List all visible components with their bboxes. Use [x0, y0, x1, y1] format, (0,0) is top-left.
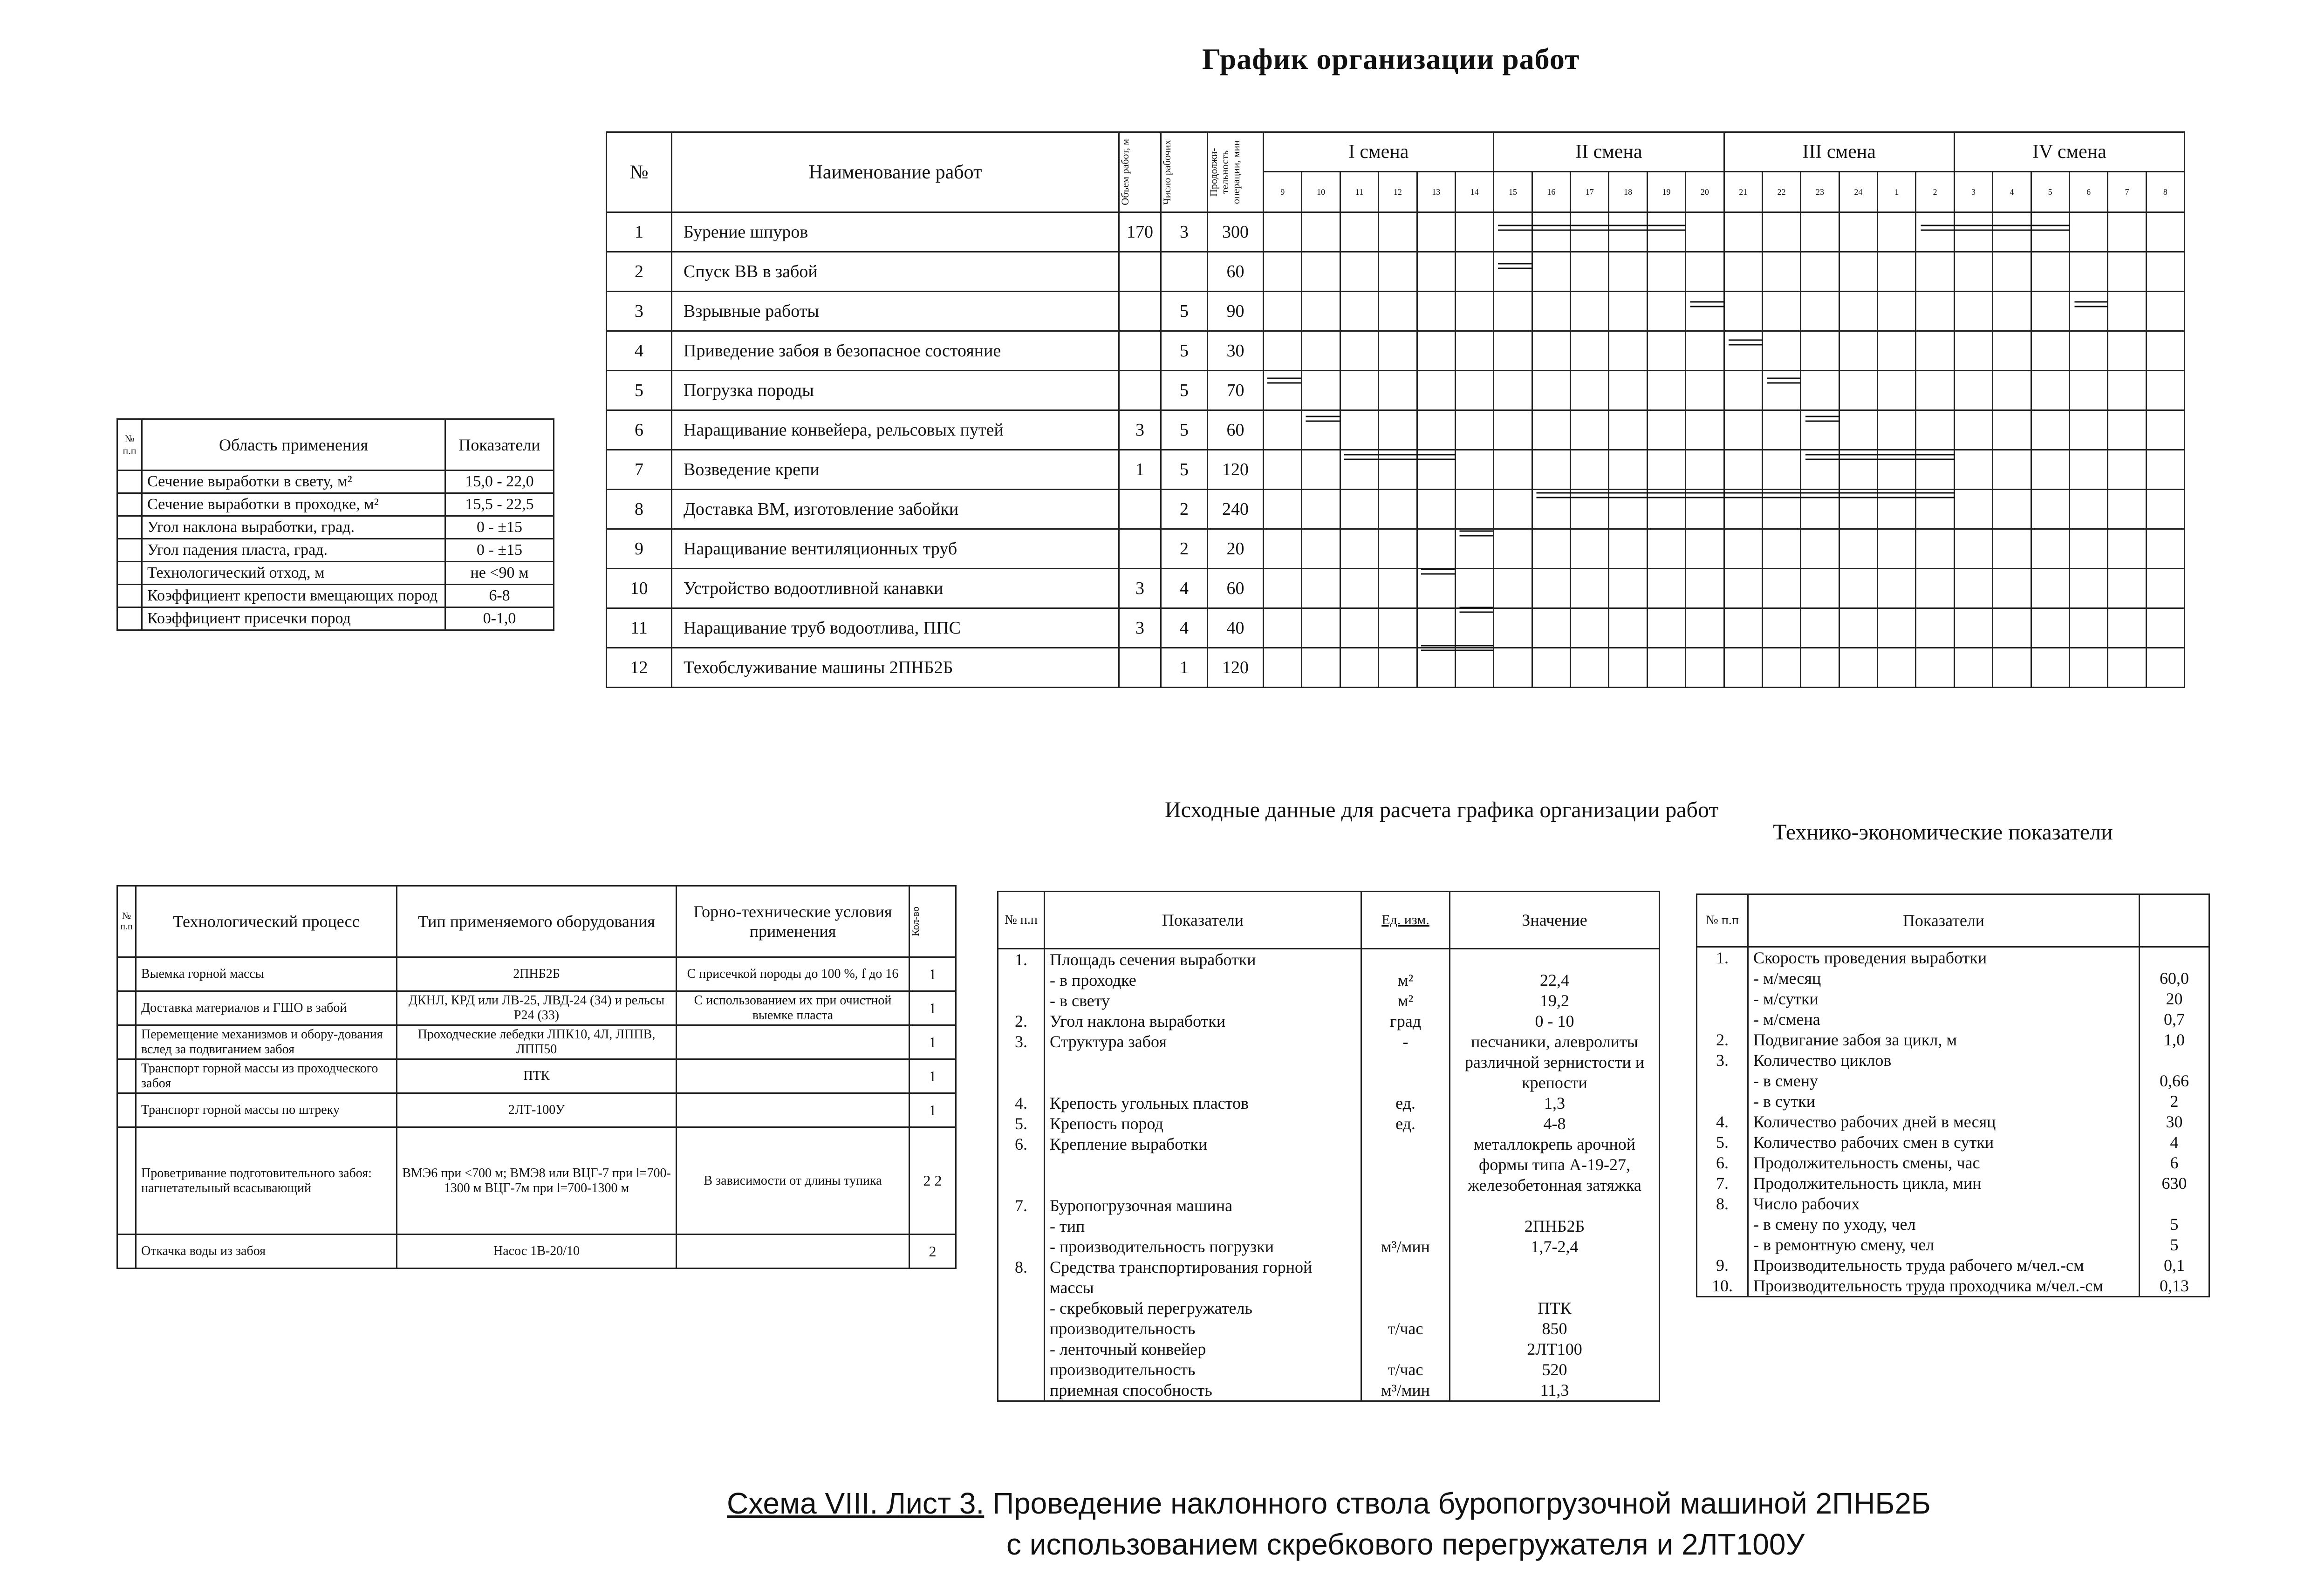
process-name: Откачка воды из забоя: [136, 1235, 397, 1269]
row-name: Наращивание конвейера, рельсовых путей: [672, 410, 1119, 450]
hour-14: 14: [1455, 172, 1493, 212]
tech-name: Количество рабочих смен в сутки: [1748, 1132, 2140, 1153]
tech-row: [1697, 947, 2209, 1030]
row-workers: 4: [1161, 608, 1208, 648]
tech-value: 0,66 2: [2140, 1050, 2209, 1112]
input-row: [998, 1257, 1660, 1401]
hour-4: 4: [1993, 172, 2031, 212]
tech-no: 1.: [1697, 947, 1748, 1030]
process-name: Доставка материалов и ГШО в забой: [136, 991, 397, 1025]
tech-name: Скорость проведения выработки - м/месяц - м/сутки - м/смена: [1748, 947, 2140, 1030]
hour-12: 12: [1379, 172, 1417, 212]
tech-row: [1697, 1153, 2209, 1173]
tech-no: 5.: [1697, 1132, 1748, 1153]
input-row: [998, 1011, 1660, 1031]
row-duration: 70: [1208, 371, 1264, 410]
row-workers: 1: [1161, 648, 1208, 688]
input-title: Исходные данные для расчета графика организации работ: [1165, 798, 1719, 822]
row-no: 6: [607, 410, 672, 450]
process-conditions: В зависимости от длины тупика: [677, 1127, 909, 1235]
row-name: Взрывные работы: [672, 292, 1119, 331]
row-duration: 90: [1208, 292, 1264, 331]
input-table: [997, 891, 1659, 1402]
process-row-marker: [117, 1127, 136, 1235]
input-name: Крепость пород: [1045, 1113, 1361, 1134]
row-duration: 20: [1208, 529, 1264, 569]
area-row-value: 15,0 - 22,0: [445, 471, 554, 493]
input-name: Крепость угольных пластов: [1045, 1093, 1361, 1113]
input-no: 4.: [998, 1093, 1045, 1113]
area-table: [116, 418, 554, 631]
row-no: 4: [607, 331, 672, 371]
row-duration: 60: [1208, 410, 1264, 450]
hour-13: 13: [1417, 172, 1455, 212]
proc-header-conditions: Горно-технические условия применения: [677, 886, 909, 957]
process-conditions: [677, 1059, 909, 1093]
tech-no: 3.: [1697, 1050, 1748, 1112]
input-row: [998, 1195, 1660, 1257]
area-row-marker: [117, 562, 142, 585]
input-unit: ед.: [1361, 1093, 1450, 1113]
process-row-marker: [117, 1025, 136, 1059]
tech-row: [1697, 1112, 2209, 1132]
row-no: 2: [607, 252, 672, 292]
process-row-marker: [117, 1059, 136, 1093]
input-value: 4-8: [1450, 1113, 1660, 1134]
hour-9: 9: [1264, 172, 1302, 212]
input-row: [998, 1031, 1660, 1093]
tech-row: [1697, 1050, 2209, 1112]
tech-no: 2.: [1697, 1030, 1748, 1050]
process-conditions: С использованием их при очистной выемке пласта: [677, 991, 909, 1025]
tech-name: Продолжительность смены, час: [1748, 1153, 2140, 1173]
footer-line1: [727, 1486, 1931, 1521]
hour-23: 23: [1801, 172, 1839, 212]
process-name: Перемещение механизмов и обору-дования вслед за подвиганием забоя: [136, 1025, 397, 1059]
input-unit: ед.: [1361, 1113, 1450, 1134]
area-row-name: Коэффициент крепости вмещающих пород: [142, 585, 445, 607]
process-qty: 1: [909, 957, 956, 991]
tech-row: [1697, 1173, 2209, 1194]
row-volume: [1119, 331, 1161, 371]
row-duration: 240: [1208, 490, 1264, 529]
tech-name: Количество циклов - в смену - в сутки: [1748, 1050, 2140, 1112]
area-row-name: Технологический отход, м: [142, 562, 445, 585]
shift-4: IV смена: [1954, 132, 2184, 172]
input-no: 3.: [998, 1031, 1045, 1093]
process-equipment: 2ПНБ2Б: [397, 957, 677, 991]
row-volume: [1119, 292, 1161, 331]
process-row: [117, 991, 956, 1025]
area-row-marker: [117, 516, 142, 539]
input-no: 6.: [998, 1134, 1045, 1195]
process-row: [117, 1025, 956, 1059]
input-value: песчаники, алевролиты различной зернистости и крепости: [1450, 1031, 1660, 1093]
tech-no: 6.: [1697, 1153, 1748, 1173]
sched-header-duration: Продолжи-тельность операции, мин: [1208, 140, 1242, 205]
tech-no: 9.: [1697, 1255, 1748, 1275]
area-row-name: Угол наклона выработки, град.: [142, 516, 445, 539]
row-no: 3: [607, 292, 672, 331]
row-duration: 30: [1208, 331, 1264, 371]
tech-value: 30: [2140, 1112, 2209, 1132]
area-row-marker: [117, 539, 142, 562]
row-workers: 2: [1161, 529, 1208, 569]
inp-header-name: Показатели: [1045, 892, 1361, 949]
input-value: металлокрепь арочной формы типа А-19-27, железобетонная затяжка: [1450, 1134, 1660, 1195]
row-no: 7: [607, 450, 672, 490]
hour-11: 11: [1340, 172, 1378, 212]
row-no: 11: [607, 608, 672, 648]
tech-row: [1697, 1275, 2209, 1297]
process-row-marker: [117, 1235, 136, 1269]
row-duration: 300: [1208, 212, 1264, 252]
input-unit: м² м²: [1361, 949, 1450, 1011]
row-workers: [1161, 252, 1208, 292]
row-workers: 2: [1161, 490, 1208, 529]
row-name: Приведение забоя в безопасное состояние: [672, 331, 1119, 371]
hour-16: 16: [1532, 172, 1570, 212]
tech-value: 5 5: [2140, 1194, 2209, 1255]
row-workers: 5: [1161, 292, 1208, 331]
tech-no: 8.: [1697, 1194, 1748, 1255]
gantt-bars: [1263, 131, 2185, 686]
tech-no: 10.: [1697, 1275, 1748, 1297]
tech-no: 7.: [1697, 1173, 1748, 1194]
hour-15: 15: [1494, 172, 1532, 212]
input-no: 2.: [998, 1011, 1045, 1031]
area-row: [117, 562, 554, 585]
process-row: [117, 957, 956, 991]
row-volume: 3: [1119, 569, 1161, 608]
input-name: Площадь сечения выработки - в проходке - в свету: [1045, 949, 1361, 1011]
proc-header-equipment: Тип применяемого оборудования: [397, 886, 677, 957]
input-name: Средства транспортирования горной массы - скребковый перегружатель производительность - ленточный конвейер производительность приемная способность: [1045, 1257, 1361, 1401]
process-row-marker: [117, 957, 136, 991]
input-row: [998, 1113, 1660, 1134]
input-value: 2ПНБ2Б 1,7-2,4: [1450, 1195, 1660, 1257]
hour-10: 10: [1302, 172, 1340, 212]
tech-header-name: Показатели: [1748, 894, 2140, 947]
process-conditions: [677, 1093, 909, 1127]
area-row: [117, 493, 554, 516]
input-no: 1.: [998, 949, 1045, 1011]
tech-name: Производительность труда рабочего м/чел.-см: [1748, 1255, 2140, 1275]
input-unit: [1361, 1134, 1450, 1195]
proc-header-process: Технологический процесс: [136, 886, 397, 957]
inp-header-unit: Ед. изм.: [1361, 892, 1450, 949]
hour-3: 3: [1954, 172, 1992, 212]
process-name: Транспорт горной массы из проходческого забоя: [136, 1059, 397, 1093]
input-row: [998, 1134, 1660, 1195]
input-row: [998, 1093, 1660, 1113]
process-row-marker: [117, 1093, 136, 1127]
tech-row: [1697, 1030, 2209, 1050]
shift-1: I смена: [1264, 132, 1494, 172]
row-workers: 4: [1161, 569, 1208, 608]
tech-value: 0,1: [2140, 1255, 2209, 1275]
area-row: [117, 516, 554, 539]
area-row-marker: [117, 493, 142, 516]
process-equipment: 2ЛТ-100У: [397, 1093, 677, 1127]
inp-header-value: Значение: [1450, 892, 1660, 949]
process-table: [116, 885, 955, 1269]
process-equipment: ДКНЛ, КРД или ЛВ-25, ЛВД-24 (34) и рельсы Р24 (33): [397, 991, 677, 1025]
area-row-marker: [117, 471, 142, 493]
process-row: [117, 1059, 956, 1093]
schedule-title: График организации работ: [1202, 42, 1580, 75]
area-row-value: 15,5 - 22,5: [445, 493, 554, 516]
area-row-marker: [117, 585, 142, 607]
area-row-name: Сечение выработки в свету, м²: [142, 471, 445, 493]
row-duration: 60: [1208, 252, 1264, 292]
row-no: 5: [607, 371, 672, 410]
hour-2: 2: [1916, 172, 1954, 212]
sched-header-volume: Объем работ, м: [1119, 139, 1131, 205]
tech-value: 4: [2140, 1132, 2209, 1153]
process-equipment: Насос 1В-20/10: [397, 1235, 677, 1269]
row-volume: 3: [1119, 410, 1161, 450]
row-workers: 5: [1161, 331, 1208, 371]
area-row-value: 0 - ±15: [445, 516, 554, 539]
input-unit: т/час т/час м³/мин: [1361, 1257, 1450, 1401]
input-name: Крепление выработки: [1045, 1134, 1361, 1195]
row-volume: [1119, 371, 1161, 410]
input-name: Угол наклона выработки: [1045, 1011, 1361, 1031]
row-workers: 3: [1161, 212, 1208, 252]
row-name: Погрузка породы: [672, 371, 1119, 410]
row-name: Наращивание вентиляционных труб: [672, 529, 1119, 569]
work-schedule: [606, 131, 2185, 688]
hour-7: 7: [2108, 172, 2146, 212]
footer-text-1: Проведение наклонного ствола буропогрузочной машиной 2ПНБ2Б: [992, 1487, 1931, 1520]
hour-19: 19: [1647, 172, 1685, 212]
input-value: ПТК 850 2ЛТ100 520 11,3: [1450, 1257, 1660, 1401]
area-row-value: 0 - ±15: [445, 539, 554, 562]
row-volume: [1119, 529, 1161, 569]
row-name: Техобслуживание машины 2ПНБ2Б: [672, 648, 1119, 688]
area-row-name: Сечение выработки в проходке, м²: [142, 493, 445, 516]
tech-name: Подвигание забоя за цикл, м: [1748, 1030, 2140, 1050]
row-volume: 170: [1119, 212, 1161, 252]
process-name: Транспорт горной массы по штреку: [136, 1093, 397, 1127]
row-duration: 120: [1208, 450, 1264, 490]
hour-21: 21: [1724, 172, 1762, 212]
row-no: 8: [607, 490, 672, 529]
row-name: Бурение шпуров: [672, 212, 1119, 252]
process-name: Выемка горной массы: [136, 957, 397, 991]
input-no: 8.: [998, 1257, 1045, 1401]
process-equipment: ВМЭ6 при <700 м; ВМЭ8 или ВЦГ-7 при l=700-1300 м ВЦГ-7м при l=700-1300 м: [397, 1127, 677, 1235]
area-row: [117, 585, 554, 607]
hour-18: 18: [1609, 172, 1647, 212]
process-row: [117, 1093, 956, 1127]
hour-24: 24: [1839, 172, 1877, 212]
process-conditions: [677, 1235, 909, 1269]
row-duration: 40: [1208, 608, 1264, 648]
area-row-value: 6-8: [445, 585, 554, 607]
area-header-name: Область применения: [142, 419, 445, 471]
row-workers: 5: [1161, 410, 1208, 450]
tech-name: Число рабочих - в смену по уходу, чел - в ремонтную смену, чел: [1748, 1194, 2140, 1255]
area-row-name: Угол падения пласта, град.: [142, 539, 445, 562]
footer-label: Схема VIII. Лист 3.: [727, 1487, 985, 1520]
process-name: Проветривание подготовительного забоя: нагнетательный всасывающий: [136, 1127, 397, 1235]
input-value: 22,4 19,2: [1450, 949, 1660, 1011]
process-conditions: [677, 1025, 909, 1059]
tech-value: 0,13: [2140, 1275, 2209, 1297]
sched-header-no: №: [607, 132, 672, 212]
process-qty: 1: [909, 1093, 956, 1127]
row-volume: 1: [1119, 450, 1161, 490]
area-row: [117, 471, 554, 493]
row-no: 9: [607, 529, 672, 569]
shift-3: III смена: [1724, 132, 1954, 172]
hour-8: 8: [2146, 172, 2184, 212]
input-name: Буропогрузочная машина - тип - производительность погрузки: [1045, 1195, 1361, 1257]
proc-header-no: № п.п: [117, 886, 136, 957]
tech-row: [1697, 1194, 2209, 1255]
input-value: 0 - 10: [1450, 1011, 1660, 1031]
area-header-value: Показатели: [445, 419, 554, 471]
area-row: [117, 539, 554, 562]
tech-value: 1,0: [2140, 1030, 2209, 1050]
shift-2: II смена: [1494, 132, 1724, 172]
input-no: 7.: [998, 1195, 1045, 1257]
inp-header-no: № п.п: [998, 892, 1045, 949]
input-name: Структура забоя: [1045, 1031, 1361, 1093]
input-no: 5.: [998, 1113, 1045, 1134]
row-volume: 3: [1119, 608, 1161, 648]
row-name: Возведение крепи: [672, 450, 1119, 490]
input-unit: град: [1361, 1011, 1450, 1031]
process-row-marker: [117, 991, 136, 1025]
process-qty: 1: [909, 1059, 956, 1093]
hour-5: 5: [2031, 172, 2069, 212]
row-no: 1: [607, 212, 672, 252]
area-row-marker: [117, 607, 142, 630]
row-name: Наращивание труб водоотлива, ППС: [672, 608, 1119, 648]
input-unit: м³/мин: [1361, 1195, 1450, 1257]
row-name: Спуск ВВ в забой: [672, 252, 1119, 292]
process-qty: 1: [909, 1025, 956, 1059]
tech-name: Количество рабочих дней в месяц: [1748, 1112, 2140, 1132]
tech-table: [1696, 893, 2208, 1297]
hour-17: 17: [1571, 172, 1609, 212]
row-name: Устройство водоотливной канавки: [672, 569, 1119, 608]
input-unit: -: [1361, 1031, 1450, 1093]
tech-value: 6: [2140, 1153, 2209, 1173]
area-row: [117, 607, 554, 630]
area-row-value: не <90 м: [445, 562, 554, 585]
row-no: 12: [607, 648, 672, 688]
hour-22: 22: [1762, 172, 1800, 212]
process-qty: 2 2: [909, 1127, 956, 1235]
tech-row: [1697, 1255, 2209, 1275]
row-volume: [1119, 252, 1161, 292]
process-qty: 1: [909, 991, 956, 1025]
sched-header-name: Наименование работ: [672, 132, 1119, 212]
hour-1: 1: [1878, 172, 1916, 212]
row-workers: 5: [1161, 371, 1208, 410]
input-row: [998, 949, 1660, 1011]
sched-header-workers: Число рабочих: [1161, 139, 1173, 205]
process-row: [117, 1127, 956, 1235]
row-volume: [1119, 648, 1161, 688]
process-qty: 2: [909, 1235, 956, 1269]
area-row-name: Коэффициент присечки пород: [142, 607, 445, 630]
row-duration: 60: [1208, 569, 1264, 608]
tech-header-no: № п.п: [1697, 894, 1748, 947]
hour-6: 6: [2069, 172, 2107, 212]
proc-header-qty: Кол-во: [909, 907, 921, 936]
tech-name: Производительность труда проходчика м/чел.-см: [1748, 1275, 2140, 1297]
area-header-no: № п.п: [117, 419, 142, 471]
row-name: Доставка ВМ, изготовление забойки: [672, 490, 1119, 529]
tech-header-value: [2140, 894, 2209, 947]
process-equipment: Проходческие лебедки ЛПК10, 4Л, ЛППВ, ЛПП50: [397, 1025, 677, 1059]
row-no: 10: [607, 569, 672, 608]
input-value: 1,3: [1450, 1093, 1660, 1113]
area-row-value: 0-1,0: [445, 607, 554, 630]
tech-no: 4.: [1697, 1112, 1748, 1132]
tech-row: [1697, 1132, 2209, 1153]
process-conditions: С присечкой породы до 100 %, f до 16: [677, 957, 909, 991]
tech-value: 60,0 20 0,7: [2140, 947, 2209, 1030]
tech-title: Технико-экономические показатели: [1773, 820, 2113, 845]
tech-name: Продолжительность цикла, мин: [1748, 1173, 2140, 1194]
row-volume: [1119, 490, 1161, 529]
row-duration: 120: [1208, 648, 1264, 688]
process-equipment: ПТК: [397, 1059, 677, 1093]
row-workers: 5: [1161, 450, 1208, 490]
tech-value: 630: [2140, 1173, 2209, 1194]
hour-20: 20: [1686, 172, 1724, 212]
footer-text-2: с использованием скребкового перегружателя и 2ЛТ100У: [1006, 1528, 1805, 1561]
process-row: [117, 1235, 956, 1269]
